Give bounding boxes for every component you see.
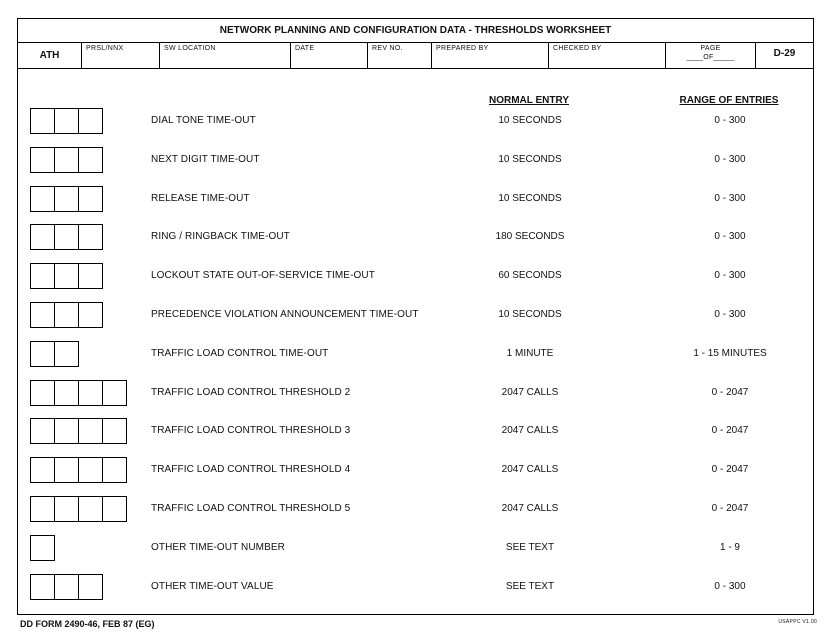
page-label: PAGE: [700, 45, 721, 52]
entry-digit-box[interactable]: [78, 263, 103, 289]
normal-entry-value: 2047 CALLS: [501, 464, 559, 476]
rev-no-label: REV NO.: [372, 45, 403, 52]
entry-digit-box[interactable]: [30, 535, 55, 561]
parameter-label: TRAFFIC LOAD CONTROL TIME-OUT: [151, 347, 329, 359]
range-value: 1 - 9: [719, 541, 740, 553]
worksheet-form: [17, 18, 814, 615]
prsl-nnx-field[interactable]: [82, 43, 160, 68]
normal-entry-value: 10 SECONDS: [498, 153, 562, 165]
prsl-nnx-label: PRSL/NNX: [86, 45, 124, 52]
entry-digit-box[interactable]: [78, 380, 103, 406]
range-value: 0 - 2047: [711, 503, 749, 514]
parameter-label: NEXT DIGIT TIME-OUT: [151, 153, 260, 165]
entry-digit-box[interactable]: [30, 263, 55, 289]
entry-digit-box[interactable]: [30, 186, 55, 212]
entry-boxes: [30, 302, 102, 328]
entry-digit-box[interactable]: [54, 341, 79, 367]
entry-boxes: [30, 186, 102, 212]
entry-digit-box[interactable]: [54, 302, 79, 328]
entry-boxes: [30, 418, 126, 444]
parameter-label: RELEASE TIME-OUT: [151, 192, 250, 204]
entry-boxes: [30, 147, 102, 173]
parameter-label: TRAFFIC LOAD CONTROL THRESHOLD 2: [151, 386, 351, 398]
entry-boxes: [30, 574, 102, 600]
entry-digit-box[interactable]: [30, 224, 55, 250]
normal-entry-value: 10 SECONDS: [498, 192, 562, 204]
threshold-row: [30, 186, 800, 212]
normal-entry-heading: NORMAL ENTRY: [489, 95, 569, 106]
entry-digit-box[interactable]: [78, 108, 103, 134]
entry-digit-box[interactable]: [78, 574, 103, 600]
entry-digit-box[interactable]: [102, 380, 127, 406]
threshold-row: [30, 457, 800, 483]
page-of-label: ____OF_____: [686, 54, 735, 61]
parameter-label: TRAFFIC LOAD CONTROL THRESHOLD 3: [151, 425, 351, 437]
threshold-row: [30, 418, 800, 444]
entry-boxes: [30, 224, 102, 250]
normal-entry-value: 180 SECONDS: [495, 231, 565, 243]
entry-digit-box[interactable]: [78, 224, 103, 250]
entry-digit-box[interactable]: [78, 186, 103, 212]
entry-digit-box[interactable]: [30, 418, 55, 444]
form-id: DD FORM 2490-46, FEB 87 (EG): [20, 619, 155, 629]
parameter-label: OTHER TIME-OUT NUMBER: [151, 541, 285, 553]
threshold-row: [30, 108, 800, 134]
entry-digit-box[interactable]: [78, 496, 103, 522]
checked-by-field[interactable]: [549, 43, 666, 68]
range-value: 1 - 15 MINUTES: [693, 347, 767, 359]
threshold-row: [30, 302, 800, 328]
entry-digit-box[interactable]: [54, 186, 79, 212]
range-value: 0 - 2047: [711, 425, 749, 437]
range-value: 0 - 300: [714, 192, 746, 204]
entry-digit-box[interactable]: [30, 380, 55, 406]
range-value: 0 - 300: [714, 153, 746, 165]
range-value: 0 - 300: [714, 309, 746, 320]
threshold-row: [30, 147, 800, 173]
normal-entry-value: 10 SECONDS: [498, 115, 562, 126]
date-field[interactable]: [291, 43, 368, 68]
range-value: 0 - 300: [714, 580, 746, 592]
entry-digit-box[interactable]: [54, 224, 79, 250]
entry-digit-box[interactable]: [30, 457, 55, 483]
entry-digit-box[interactable]: [54, 147, 79, 173]
threshold-row: [30, 574, 800, 600]
entry-boxes: [30, 535, 54, 561]
threshold-row: [30, 263, 800, 289]
date-label: DATE: [295, 45, 315, 52]
entry-boxes: [30, 457, 126, 483]
range-value: 0 - 300: [714, 270, 746, 282]
range-value: 0 - 2047: [711, 464, 749, 476]
parameter-label: TRAFFIC LOAD CONTROL THRESHOLD 4: [151, 464, 351, 476]
entry-digit-box[interactable]: [54, 496, 79, 522]
entry-digit-box[interactable]: [30, 496, 55, 522]
entry-digit-box[interactable]: [30, 574, 55, 600]
printer-code: USAPPC V1.00: [778, 619, 817, 625]
parameter-label: DIAL TONE TIME-OUT: [151, 115, 256, 126]
entry-digit-box[interactable]: [30, 302, 55, 328]
entry-digit-box[interactable]: [30, 108, 55, 134]
parameter-label: RING / RINGBACK TIME-OUT: [151, 231, 290, 243]
entry-boxes: [30, 496, 126, 522]
parameter-label: PRECEDENCE VIOLATION ANNOUNCEMENT TIME-OUT: [151, 309, 419, 320]
threshold-row: [30, 341, 800, 367]
parameter-label: OTHER TIME-OUT VALUE: [151, 580, 274, 592]
entry-digit-box[interactable]: [54, 263, 79, 289]
threshold-row: [30, 535, 800, 561]
normal-entry-value: 60 SECONDS: [498, 270, 562, 282]
ath-label: ATH: [18, 43, 82, 68]
normal-entry-value: 10 SECONDS: [498, 309, 562, 320]
prepared-by-field[interactable]: [432, 43, 549, 68]
range-value: 0 - 2047: [711, 386, 749, 398]
entry-boxes: [30, 380, 126, 406]
threshold-row: [30, 496, 800, 522]
threshold-row: [30, 380, 800, 406]
range-value: 0 - 300: [714, 115, 746, 126]
range-value: 0 - 300: [714, 231, 746, 243]
normal-entry-value: 2047 CALLS: [501, 503, 559, 514]
normal-entry-value: 1 MINUTE: [506, 347, 554, 359]
prepared-by-label: PREPARED BY: [436, 45, 489, 52]
header-row: [18, 43, 813, 69]
parameter-label: TRAFFIC LOAD CONTROL THRESHOLD 5: [151, 503, 351, 514]
entry-digit-box[interactable]: [54, 418, 79, 444]
entry-digit-box[interactable]: [102, 418, 127, 444]
entry-digit-box[interactable]: [30, 341, 55, 367]
checked-by-label: CHECKED BY: [553, 45, 602, 52]
parameter-label: LOCKOUT STATE OUT-OF-SERVICE TIME-OUT: [151, 270, 375, 282]
entry-digit-box[interactable]: [78, 147, 103, 173]
entry-boxes: [30, 341, 78, 367]
page-field[interactable]: [666, 43, 756, 68]
range-of-entries-heading: RANGE OF ENTRIES: [679, 95, 779, 106]
normal-entry-value: SEE TEXT: [505, 580, 555, 592]
entry-boxes: [30, 108, 102, 134]
entry-digit-box[interactable]: [54, 457, 79, 483]
form-title: NETWORK PLANNING AND CONFIGURATION DATA - THRESHOLDS WORKSHEET: [18, 19, 813, 43]
entry-digit-box[interactable]: [30, 147, 55, 173]
entry-digit-box[interactable]: [102, 457, 127, 483]
normal-entry-value: 2047 CALLS: [501, 386, 559, 398]
entry-digit-box[interactable]: [78, 302, 103, 328]
entry-digit-box[interactable]: [102, 496, 127, 522]
sw-location-label: SW LOCATION: [164, 45, 216, 52]
sw-location-field[interactable]: [160, 43, 291, 68]
entry-digit-box[interactable]: [54, 380, 79, 406]
normal-entry-value: SEE TEXT: [505, 541, 555, 553]
entry-digit-box[interactable]: [54, 574, 79, 600]
entry-digit-box[interactable]: [78, 457, 103, 483]
rev-no-field[interactable]: [368, 43, 432, 68]
normal-entry-value: 2047 CALLS: [501, 425, 559, 437]
page-number: D-29: [773, 48, 796, 59]
entry-digit-box[interactable]: [78, 418, 103, 444]
entry-boxes: [30, 263, 102, 289]
entry-digit-box[interactable]: [54, 108, 79, 134]
threshold-row: [30, 224, 800, 250]
